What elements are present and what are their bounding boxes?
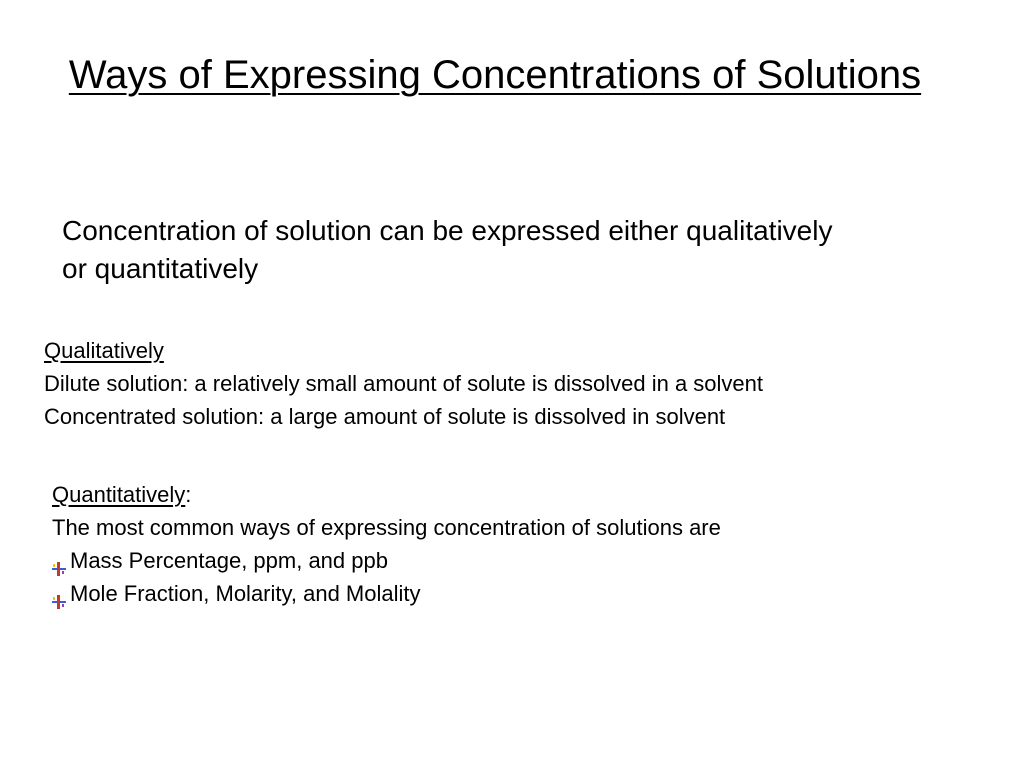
intro-text: Concentration of solution can be expressed either qualitatively or quantitatively <box>62 215 833 284</box>
qualitative-section <box>44 334 1014 433</box>
bullet-item <box>52 544 1012 577</box>
dilute-solution-line: Dilute solution: a relatively small amount of solute is dissolved in a solvent <box>44 371 764 396</box>
arrow-bullet-icon <box>52 586 66 602</box>
arrow-bullet-icon <box>52 553 66 569</box>
quantitative-heading-colon: : <box>185 482 192 507</box>
bullet-item <box>52 577 1012 610</box>
slide-title: Ways of Expressing Concentrations of Solutions <box>68 53 922 97</box>
quantitative-heading: Quantitatively <box>52 482 186 507</box>
qualitative-heading: Qualitatively <box>44 338 164 363</box>
bullet-text-mole-fraction: Mole Fraction, Molarity, and Molality <box>70 581 421 606</box>
quantitative-section <box>52 478 1012 610</box>
quantitative-heading-row <box>52 478 1012 511</box>
quantitative-description: The most common ways of expressing concentration of solutions are <box>52 515 721 540</box>
bullet-text-mass-percentage: Mass Percentage, ppm, and ppb <box>70 548 388 573</box>
concentrated-solution-line: Concentrated solution: a large amount of solute is dissolved in solvent <box>44 404 726 429</box>
